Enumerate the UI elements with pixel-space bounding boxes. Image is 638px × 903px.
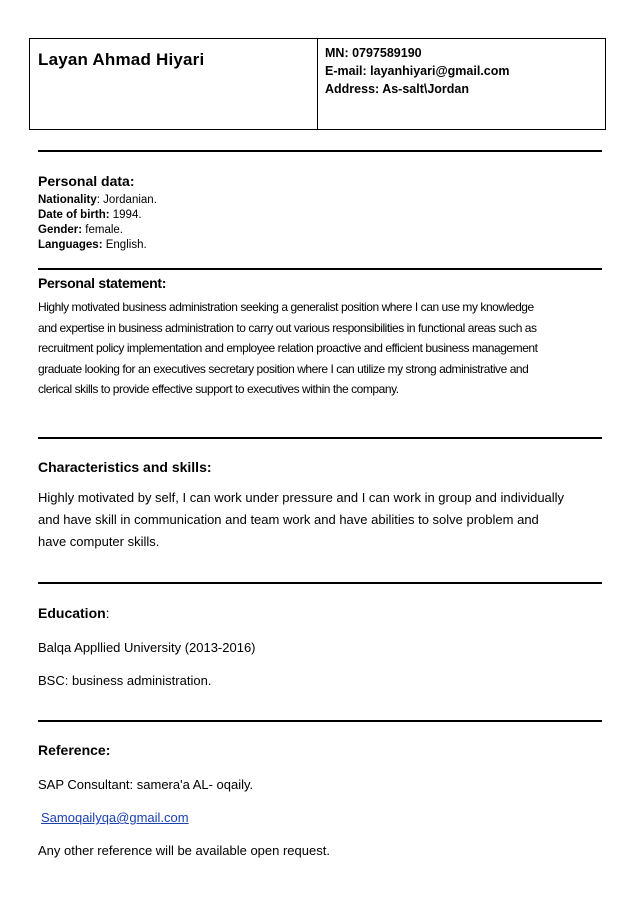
statement-line: Highly motivated business administration seeking a generalist position where I can use my knowledge <box>38 300 534 314</box>
statement-line: and expertise in business administration to carry out various responsibilities in functional areas such as <box>38 320 537 335</box>
skills-section <box>38 459 604 553</box>
nationality-value: : Jordanian. <box>96 194 157 206</box>
divider-2 <box>38 268 602 270</box>
skills-line: and have skill in communication and team work and have abilities to solve problem and <box>38 512 539 527</box>
gender-value: female. <box>82 224 124 236</box>
languages-label: Languages: <box>38 239 103 251</box>
gender-row <box>38 223 604 238</box>
reference-section <box>38 742 604 758</box>
header-name-cell <box>30 39 318 129</box>
mobile-number: MN: 0797589190 <box>325 46 422 60</box>
reference-title: Reference: <box>38 742 111 758</box>
dob-label: Date of birth: <box>38 209 110 221</box>
divider-1 <box>38 150 602 152</box>
education-heading <box>38 605 604 621</box>
header-table <box>29 38 606 130</box>
statement-line: clerical skills to provide effective support to executives within the company. <box>38 382 399 396</box>
skills-line: Highly motivated by self, I can work under pressure and I can work in group and individually <box>38 490 565 505</box>
skills-title: Characteristics and skills: <box>38 459 212 475</box>
languages-value: English. <box>102 239 147 251</box>
education-title: Education <box>38 605 106 621</box>
gender-label: Gender: <box>38 224 83 236</box>
personal-statement-title: Personal statement: <box>38 275 167 291</box>
reference-consultant: SAP Consultant: samera'a AL- oqaily. <box>38 777 254 792</box>
languages-row <box>38 238 604 253</box>
statement-line: recruitment policy implementation and employee relation proactive and efficient business management <box>38 341 538 355</box>
dob-row <box>38 208 604 223</box>
reference-email-text[interactable]: Samoqailyqa@gmail.com <box>41 810 189 825</box>
postal-address: Address: As-salt\Jordan <box>325 82 470 96</box>
divider-4 <box>38 582 602 584</box>
skills-line: have computer skills. <box>38 534 160 549</box>
personal-data-title: Personal data: <box>38 173 135 189</box>
personal-data-section <box>38 173 604 253</box>
dob-value: 1994. <box>109 209 142 221</box>
nationality-row <box>38 193 604 208</box>
candidate-name: Layan Ahmad Hiyari <box>38 50 205 69</box>
reference-email-link[interactable] <box>41 810 189 825</box>
personal-statement-section <box>38 275 604 400</box>
education-title-colon: : <box>105 605 110 621</box>
education-university: Balqa Appllied University (2013-2016) <box>38 640 256 655</box>
header-contact-cell <box>318 39 605 129</box>
divider-5 <box>38 720 602 722</box>
reference-note: Any other reference will be available open request. <box>38 843 330 858</box>
email-address: E-mail: layanhiyari@gmail.com <box>325 64 510 78</box>
divider-3 <box>38 437 602 439</box>
nationality-label: Nationality <box>38 194 97 206</box>
education-section <box>38 605 604 621</box>
education-degree: BSC: business administration. <box>38 673 212 688</box>
statement-line: graduate looking for an executives secretary position where I can utilize my strong administrative and <box>38 361 529 376</box>
